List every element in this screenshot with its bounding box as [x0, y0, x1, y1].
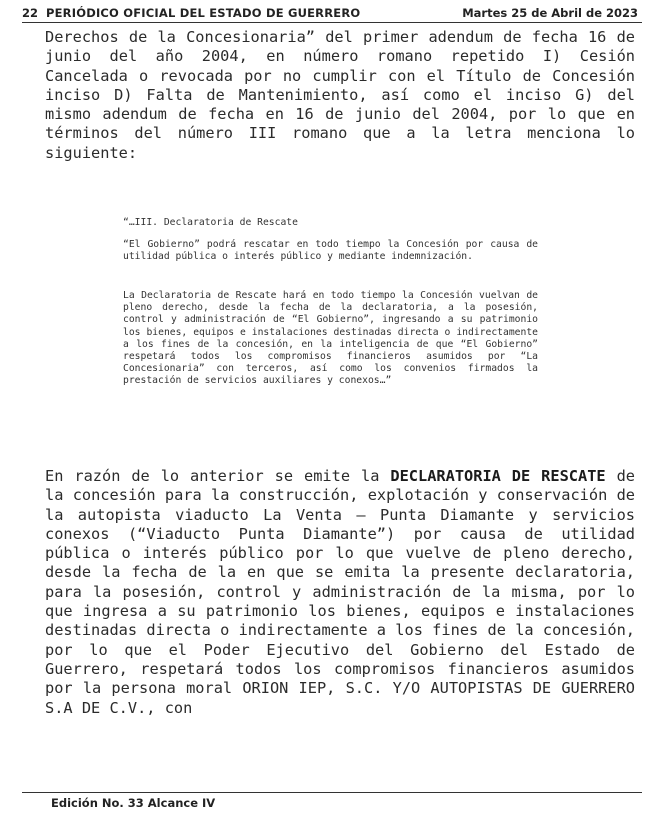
quote-paragraph-1: “El Gobierno” podrá rescatar en todo tiempo la Concesión por causa de utilidad pública o interés público y mediante indemnización.: [123, 239, 538, 263]
edition-footer: Edición No. 33 Alcance IV: [51, 796, 216, 810]
footer-rule: [22, 792, 642, 793]
header-rule: [22, 22, 642, 23]
declaratoria-heading: DECLARATORIA DE RESCATE: [390, 467, 606, 485]
paragraph-2-intro: En razón de lo anterior se emite la: [45, 467, 391, 485]
quote-title: “…III. Declaratoria de Rescate: [123, 217, 298, 228]
page-number: 22: [22, 6, 39, 20]
paragraph-2-rest: de la concesión para la construcción, explotación y conservación de la autopista viaducto La Venta – Punta Diamante y servicios conexos (“Viaducto Punta Diamante”) por causa de utilidad pública o interés público por lo que vuelve de pleno derecho, desde la fecha de la en que se emita la presente declaratoria, para la posesión, control y administración de la misma, por lo que ingresa a su patrimonio los bienes, equipos e instalaciones destinadas directa o indirectamente a los fines de la concesión, por lo que el Poder Ejecutivo del Gobierno del Estado de Guerrero, respetará todos los compromisos financieros asumidos por la persona moral ORION IEP, S.C. Y/O AUTOPISTAS DE GUERRERO S.A DE C.V., con: [45, 467, 635, 717]
publication-date: Martes 25 de Abril de 2023: [462, 6, 638, 20]
page-header: [22, 2, 642, 24]
quote-paragraph-2: La Declaratoria de Rescate hará en todo tiempo la Concesión vuelvan de pleno derecho, desde la fecha de la declaratoria, a la posesión, control y administración de “El Gobierno”, ingresando a su patrimonio los bienes, equipos e instalaciones destinadas directa o indirectamente a los fines de la concesión, en la inteligencia de que “El Gobierno” respetará todos los compromisos financieros asumidos por “La Concesionaria” con terceros, así como los convenios firmados la prestación de servicios auxiliares y conexos…”: [123, 290, 538, 387]
publication-title: PERIÓDICO OFICIAL DEL ESTADO DE GUERRERO: [46, 6, 361, 20]
body-paragraph-2: [45, 467, 635, 718]
body-paragraph-1: Derechos de la Concesionaria” del primer adendum de fecha 16 de junio del año 2004, en número romano repetido I) Cesión Cancelada o revocada por no cumplir con el Título de Concesión inciso D) Falta de Mantenimiento, así como el inciso G) del mismo adendum de fecha en 16 de junio del 2004, por lo que en términos del número III romano que a la letra menciona lo siguiente:: [45, 28, 635, 162]
